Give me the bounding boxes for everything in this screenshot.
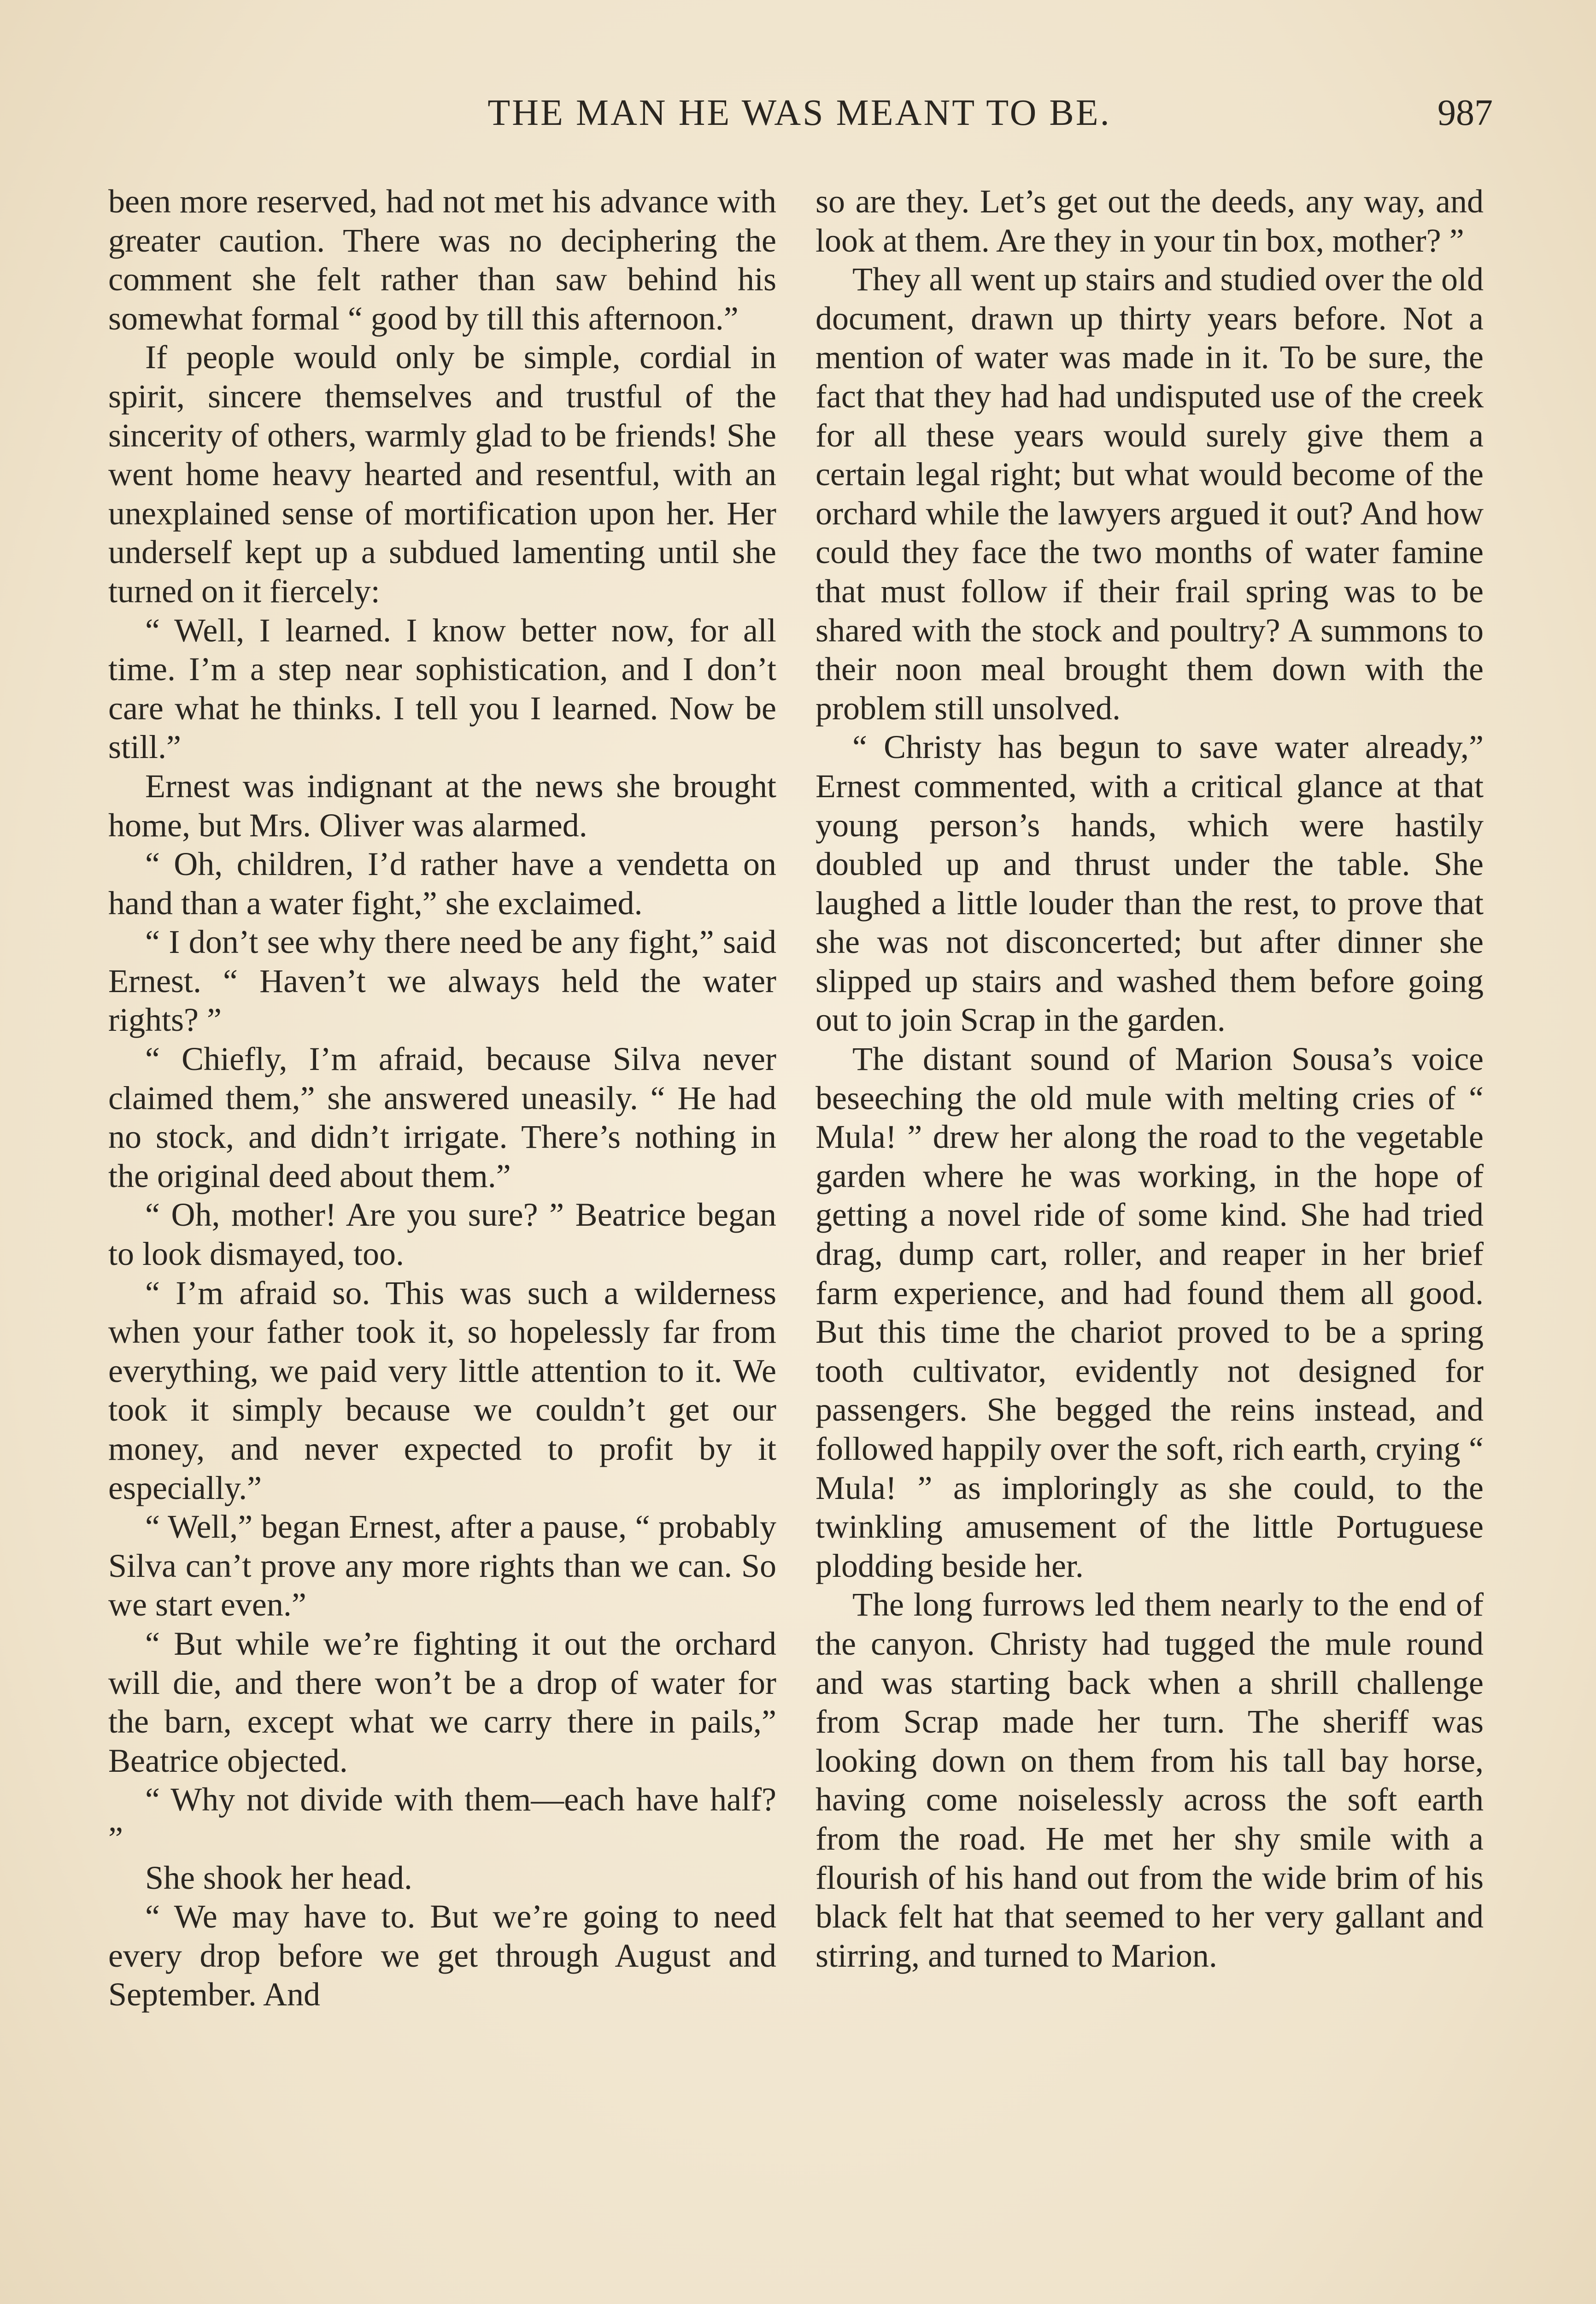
paragraph: “ Why not divide with them—each have half? ” bbox=[108, 1781, 776, 1857]
paragraph: The long furrows led them nearly to the end of the canyon. Christy had tugged the mule round and was starting back when a shrill challenge from Scrap made her turn. The sheriff was looking down on them from his tall bay horse, having come noiselessly across the soft earth from the road. He met her shy smile with a flourish of his hand out from the wide brim of his black felt hat that seemed to her very gallant and stirring, and turned to Marion. bbox=[816, 1586, 1484, 1974]
paragraph: They all went up stairs and studied over the old document, drawn up thirty years before. Not a mention of water was made in it. To be sure, the fact that they had had undisputed use of the creek for all these years would surely give them a certain legal right; but what would become of the orchard while the lawyers argued it out? And how could they face the two months of water famine that must follow if their frail spring was to be shared with the stock and poultry? A summons to their noon meal brought them down with the problem still unsolved. bbox=[816, 261, 1484, 727]
text-column-right bbox=[816, 182, 1484, 1975]
paragraph: “ Oh, children, I’d rather have a vendetta on hand than a water fight,” she exclaimed. bbox=[108, 846, 776, 922]
paragraph: “ Well,” began Ernest, after a pause, “ probably Silva can’t prove any more rights than we can. So we start even.” bbox=[108, 1508, 776, 1623]
paragraph: so are they. Let’s get out the deeds, any way, and look at them. Are they in your tin box, mother? ” bbox=[816, 183, 1484, 259]
paragraph: “ We may have to. But we’re going to need every drop before we get through August and September. And bbox=[108, 1898, 776, 2013]
paragraph: been more reserved, had not met his advance with greater caution. There was no deciphering the comment she felt rather than saw behind his somewhat formal “ good by till this afternoon.” bbox=[108, 183, 776, 337]
paragraph: “ Well, I learned. I know better now, for all time. I’m a step near sophistication, and I don’t care what he thinks. I tell you I learned. Now be still.” bbox=[108, 611, 776, 766]
paragraph: She shook her head. bbox=[145, 1859, 412, 1896]
paragraph: “ I’m afraid so. This was such a wilderness when your father took it, so hopelessly far from everything, we paid very little attention to it. We took it simply because we couldn’t get our money, and never expected to profit by it especially.” bbox=[108, 1274, 776, 1506]
paragraph: Ernest was indignant at the news she brought home, but Mrs. Oliver was alarmed. bbox=[108, 767, 776, 844]
text-column-left bbox=[108, 182, 776, 2014]
running-title: THE MAN HE WAS MEANT TO BE. bbox=[487, 93, 1111, 133]
paragraph: “ I don’t see why there need be any fight,” said Ernest. “ Haven’t we always held the water rights? ” bbox=[108, 923, 776, 1039]
paragraph: “ Chiefly, I’m afraid, because Silva never claimed them,” she answered uneasily. “ He had no stock, and didn’t irrigate. There’s nothing in the original deed about them.” bbox=[108, 1040, 776, 1194]
paragraph: If people would only be simple, cordial in spirit, sincere themselves and trustful of the sincerity of others, warmly glad to be friends! She went home heavy hearted and resentful, with an unexplained sense of mortification upon her. Her underself kept up a subdued lamenting until she turned on it fiercely: bbox=[108, 339, 776, 610]
paragraph: “ Christy has begun to save water already,” Ernest commented, with a critical glance at that young person’s hands, which were hastily doubled up and thrust under the table. She laughed a little louder than the rest, to prove that she was not disconcerted; but after dinner she slipped up stairs and washed them before going out to join Scrap in the garden. bbox=[816, 729, 1484, 1039]
paragraph: “ But while we’re fighting it out the orchard will die, and there won’t be a drop of water for the barn, except what we carry there in pails,” Beatrice objected. bbox=[108, 1625, 776, 1779]
paragraph: The distant sound of Marion Sousa’s voice beseeching the old mule with melting cries of “ Mula! ” drew her along the road to the vegetable garden where he was working, in the hope of getting a novel ride of some kind. She had tried drag, dump cart, roller, and reaper in her brief farm experience, and had found them all good. But this time the chariot proved to be a spring tooth cultivator, evidently not designed for passengers. She begged the reins instead, and followed happily over the soft, rich earth, crying “ Mula! ” as imploringly as she could, to the twinkling amusement of the little Portuguese plodding beside her. bbox=[816, 1040, 1484, 1584]
paragraph: “ Oh, mother! Are you sure? ” Beatrice began to look dismayed, too. bbox=[108, 1196, 776, 1273]
page-header bbox=[106, 92, 1493, 143]
page-number: 987 bbox=[1438, 93, 1493, 133]
